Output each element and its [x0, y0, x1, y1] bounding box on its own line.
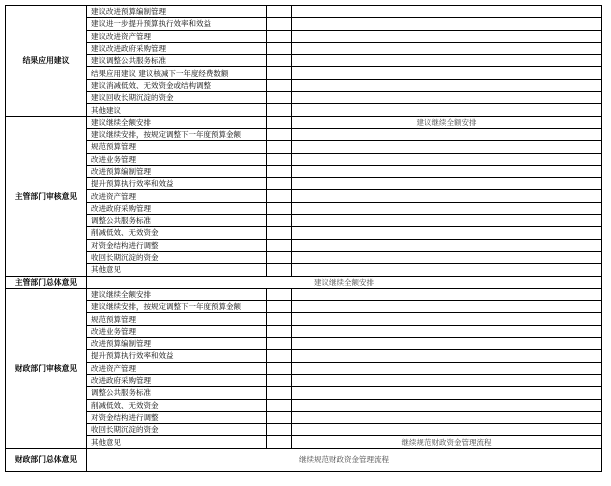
result-suggestion-check-cell[interactable]	[267, 104, 292, 116]
result-suggestion-row	[6, 104, 602, 116]
dept-review-row	[6, 141, 602, 153]
dept-review-row	[6, 202, 602, 214]
result-suggestion-blank-cell[interactable]	[292, 79, 602, 91]
dept-review-check-cell[interactable]	[267, 215, 292, 227]
dept-review-row	[6, 190, 602, 202]
result-suggestion-row	[6, 18, 602, 30]
result-suggestion-blank-cell[interactable]	[292, 55, 602, 67]
finance-review-blank-cell[interactable]	[292, 338, 602, 350]
finance-review-label: 财政部门审核意见	[6, 288, 87, 448]
dept-review-item: 收回长期沉淀的资金	[87, 251, 267, 263]
dept-review-blank-cell[interactable]	[292, 128, 602, 140]
result-suggestion-item: 建议改进政府采购管理	[87, 42, 267, 54]
dept-review-item: 改进政府采购管理	[87, 202, 267, 214]
finance-review-blank-cell[interactable]	[292, 350, 602, 362]
finance-review-blank-cell[interactable]	[292, 325, 602, 337]
result-suggestion-blank-cell[interactable]	[292, 42, 602, 54]
finance-review-blank-cell[interactable]	[292, 288, 602, 300]
finance-overall-row	[6, 448, 602, 471]
finance-review-item: 削减低效、无效资金	[87, 399, 267, 411]
dept-review-blank-cell[interactable]	[292, 227, 602, 239]
finance-review-check-cell[interactable]	[267, 313, 292, 325]
dept-review-check-cell[interactable]	[267, 264, 292, 276]
finance-review-row	[6, 301, 602, 313]
finance-review-check-cell[interactable]	[267, 411, 292, 423]
dept-review-check-cell[interactable]	[267, 128, 292, 140]
dept-review-item: 其他意见	[87, 264, 267, 276]
result-suggestion-row	[6, 42, 602, 54]
result-suggestion-row	[6, 67, 602, 79]
result-suggestion-item: 结果应用建议 建议核减下一年度经费数额	[87, 67, 267, 79]
result-suggestion-item: 建议进一步提升预算执行效率和效益	[87, 18, 267, 30]
result-suggestion-check-cell[interactable]	[267, 18, 292, 30]
finance-review-note: 继续规范财政资金管理流程	[292, 436, 602, 448]
result-suggestion-row	[6, 55, 602, 67]
dept-review-item: 建议继续全额安排	[87, 116, 267, 128]
dept-review-note: 建议继续全额安排	[292, 116, 602, 128]
result-suggestion-row	[6, 79, 602, 91]
dept-review-check-cell[interactable]	[267, 116, 292, 128]
dept-review-blank-cell[interactable]	[292, 239, 602, 251]
result-suggestion-blank-cell[interactable]	[292, 92, 602, 104]
dept-review-row	[6, 178, 602, 190]
dept-review-item: 对资金结构进行调整	[87, 239, 267, 251]
finance-review-blank-cell[interactable]	[292, 301, 602, 313]
finance-review-item: 收回长期沉淀的资金	[87, 424, 267, 436]
finance-review-check-cell[interactable]	[267, 399, 292, 411]
finance-review-item: 提升预算执行效率和效益	[87, 350, 267, 362]
finance-review-row	[6, 350, 602, 362]
finance-review-check-cell[interactable]	[267, 374, 292, 386]
finance-review-item: 改进业务管理	[87, 325, 267, 337]
dept-review-blank-cell[interactable]	[292, 251, 602, 263]
result-suggestion-check-cell[interactable]	[267, 79, 292, 91]
finance-review-row	[6, 374, 602, 386]
finance-review-check-cell[interactable]	[267, 325, 292, 337]
dept-review-blank-cell[interactable]	[292, 190, 602, 202]
finance-review-blank-cell[interactable]	[292, 387, 602, 399]
result-suggestion-blank-cell[interactable]	[292, 67, 602, 79]
result-suggestion-row	[6, 6, 602, 18]
dept-review-item: 调整公共服务标准	[87, 215, 267, 227]
dept-review-check-cell[interactable]	[267, 178, 292, 190]
dept-review-check-cell[interactable]	[267, 190, 292, 202]
finance-review-row	[6, 387, 602, 399]
finance-review-check-cell[interactable]	[267, 338, 292, 350]
finance-review-check-cell[interactable]	[267, 387, 292, 399]
dept-review-row	[6, 215, 602, 227]
finance-review-item: 建议继续全额安排	[87, 288, 267, 300]
finance-review-check-cell[interactable]	[267, 424, 292, 436]
result-suggestion-item: 建议回收长期沉淀的资金	[87, 92, 267, 104]
dept-overall-row	[6, 276, 602, 288]
finance-review-blank-cell[interactable]	[292, 399, 602, 411]
dept-review-row	[6, 116, 602, 128]
finance-review-item: 建议继续安排，按规定调整下一年度预算金额	[87, 301, 267, 313]
finance-review-row	[6, 436, 602, 448]
result-suggestion-check-cell[interactable]	[267, 55, 292, 67]
finance-review-row	[6, 313, 602, 325]
finance-review-blank-cell[interactable]	[292, 362, 602, 374]
dept-review-row	[6, 251, 602, 263]
dept-review-blank-cell[interactable]	[292, 264, 602, 276]
opinion-table	[5, 5, 602, 472]
dept-review-check-cell[interactable]	[267, 141, 292, 153]
finance-review-row	[6, 399, 602, 411]
dept-review-row	[6, 165, 602, 177]
result-suggestion-row	[6, 30, 602, 42]
dept-review-check-cell[interactable]	[267, 239, 292, 251]
finance-review-blank-cell[interactable]	[292, 313, 602, 325]
finance-review-blank-cell[interactable]	[292, 374, 602, 386]
result-suggestion-label: 结果应用建议	[6, 6, 87, 117]
finance-overall-value[interactable]: 继续规范财政资金管理流程	[87, 448, 602, 471]
finance-review-row	[6, 288, 602, 300]
result-suggestion-item: 建议调整公共服务标准	[87, 55, 267, 67]
dept-review-check-cell[interactable]	[267, 153, 292, 165]
finance-review-item: 调整公共服务标准	[87, 387, 267, 399]
dept-review-item: 建议继续安排，按规定调整下一年度预算金额	[87, 128, 267, 140]
finance-review-item: 对资金结构进行调整	[87, 411, 267, 423]
dept-review-blank-cell[interactable]	[292, 165, 602, 177]
dept-review-item: 改进预算编制管理	[87, 165, 267, 177]
result-suggestion-blank-cell[interactable]	[292, 30, 602, 42]
finance-review-row	[6, 338, 602, 350]
dept-review-label: 主管部门审核意见	[6, 116, 87, 276]
dept-review-item: 改进业务管理	[87, 153, 267, 165]
dept-review-item: 提升预算执行效率和效益	[87, 178, 267, 190]
finance-review-blank-cell[interactable]	[292, 424, 602, 436]
finance-review-item: 规范预算管理	[87, 313, 267, 325]
result-suggestion-item: 建议改进资产管理	[87, 30, 267, 42]
result-suggestion-row	[6, 92, 602, 104]
result-suggestion-item: 建议改进预算编制管理	[87, 6, 267, 18]
result-suggestion-item: 其他建议	[87, 104, 267, 116]
dept-review-row	[6, 227, 602, 239]
result-suggestion-check-cell[interactable]	[267, 67, 292, 79]
finance-review-check-cell[interactable]	[267, 350, 292, 362]
finance-review-row	[6, 411, 602, 423]
dept-review-row	[6, 239, 602, 251]
dept-review-row	[6, 153, 602, 165]
result-suggestion-blank-cell[interactable]	[292, 18, 602, 30]
finance-review-row	[6, 424, 602, 436]
finance-review-check-cell[interactable]	[267, 288, 292, 300]
finance-review-item: 改进预算编制管理	[87, 338, 267, 350]
dept-review-blank-cell[interactable]	[292, 141, 602, 153]
result-suggestion-blank-cell[interactable]	[292, 6, 602, 18]
result-suggestion-check-cell[interactable]	[267, 42, 292, 54]
dept-review-check-cell[interactable]	[267, 227, 292, 239]
dept-overall-value[interactable]: 建议继续全额安排	[87, 276, 602, 288]
finance-review-blank-cell[interactable]	[292, 411, 602, 423]
finance-review-item: 改进资产管理	[87, 362, 267, 374]
result-suggestion-check-cell[interactable]	[267, 6, 292, 18]
dept-review-blank-cell[interactable]	[292, 178, 602, 190]
finance-review-check-cell[interactable]	[267, 362, 292, 374]
dept-review-check-cell[interactable]	[267, 251, 292, 263]
result-suggestion-blank-cell[interactable]	[292, 104, 602, 116]
dept-review-row	[6, 264, 602, 276]
finance-review-item: 改进政府采购管理	[87, 374, 267, 386]
finance-review-check-cell[interactable]	[267, 301, 292, 313]
dept-review-item: 改进资产管理	[87, 190, 267, 202]
finance-review-row	[6, 325, 602, 337]
dept-review-item: 削减低效、无效资金	[87, 227, 267, 239]
dept-review-check-cell[interactable]	[267, 165, 292, 177]
result-suggestion-item: 建议消减低效、无效资金或结构调整	[87, 79, 267, 91]
result-suggestion-check-cell[interactable]	[267, 30, 292, 42]
dept-review-item: 规范预算管理	[87, 141, 267, 153]
finance-overall-label: 财政部门总体意见	[6, 448, 87, 471]
dept-review-blank-cell[interactable]	[292, 215, 602, 227]
dept-review-row	[6, 128, 602, 140]
finance-review-item: 其他意见	[87, 436, 267, 448]
dept-review-check-cell[interactable]	[267, 202, 292, 214]
dept-review-blank-cell[interactable]	[292, 202, 602, 214]
dept-overall-label: 主管部门总体意见	[6, 276, 87, 288]
finance-review-row	[6, 362, 602, 374]
result-suggestion-check-cell[interactable]	[267, 92, 292, 104]
finance-review-check-cell[interactable]	[267, 436, 292, 448]
dept-review-blank-cell[interactable]	[292, 153, 602, 165]
